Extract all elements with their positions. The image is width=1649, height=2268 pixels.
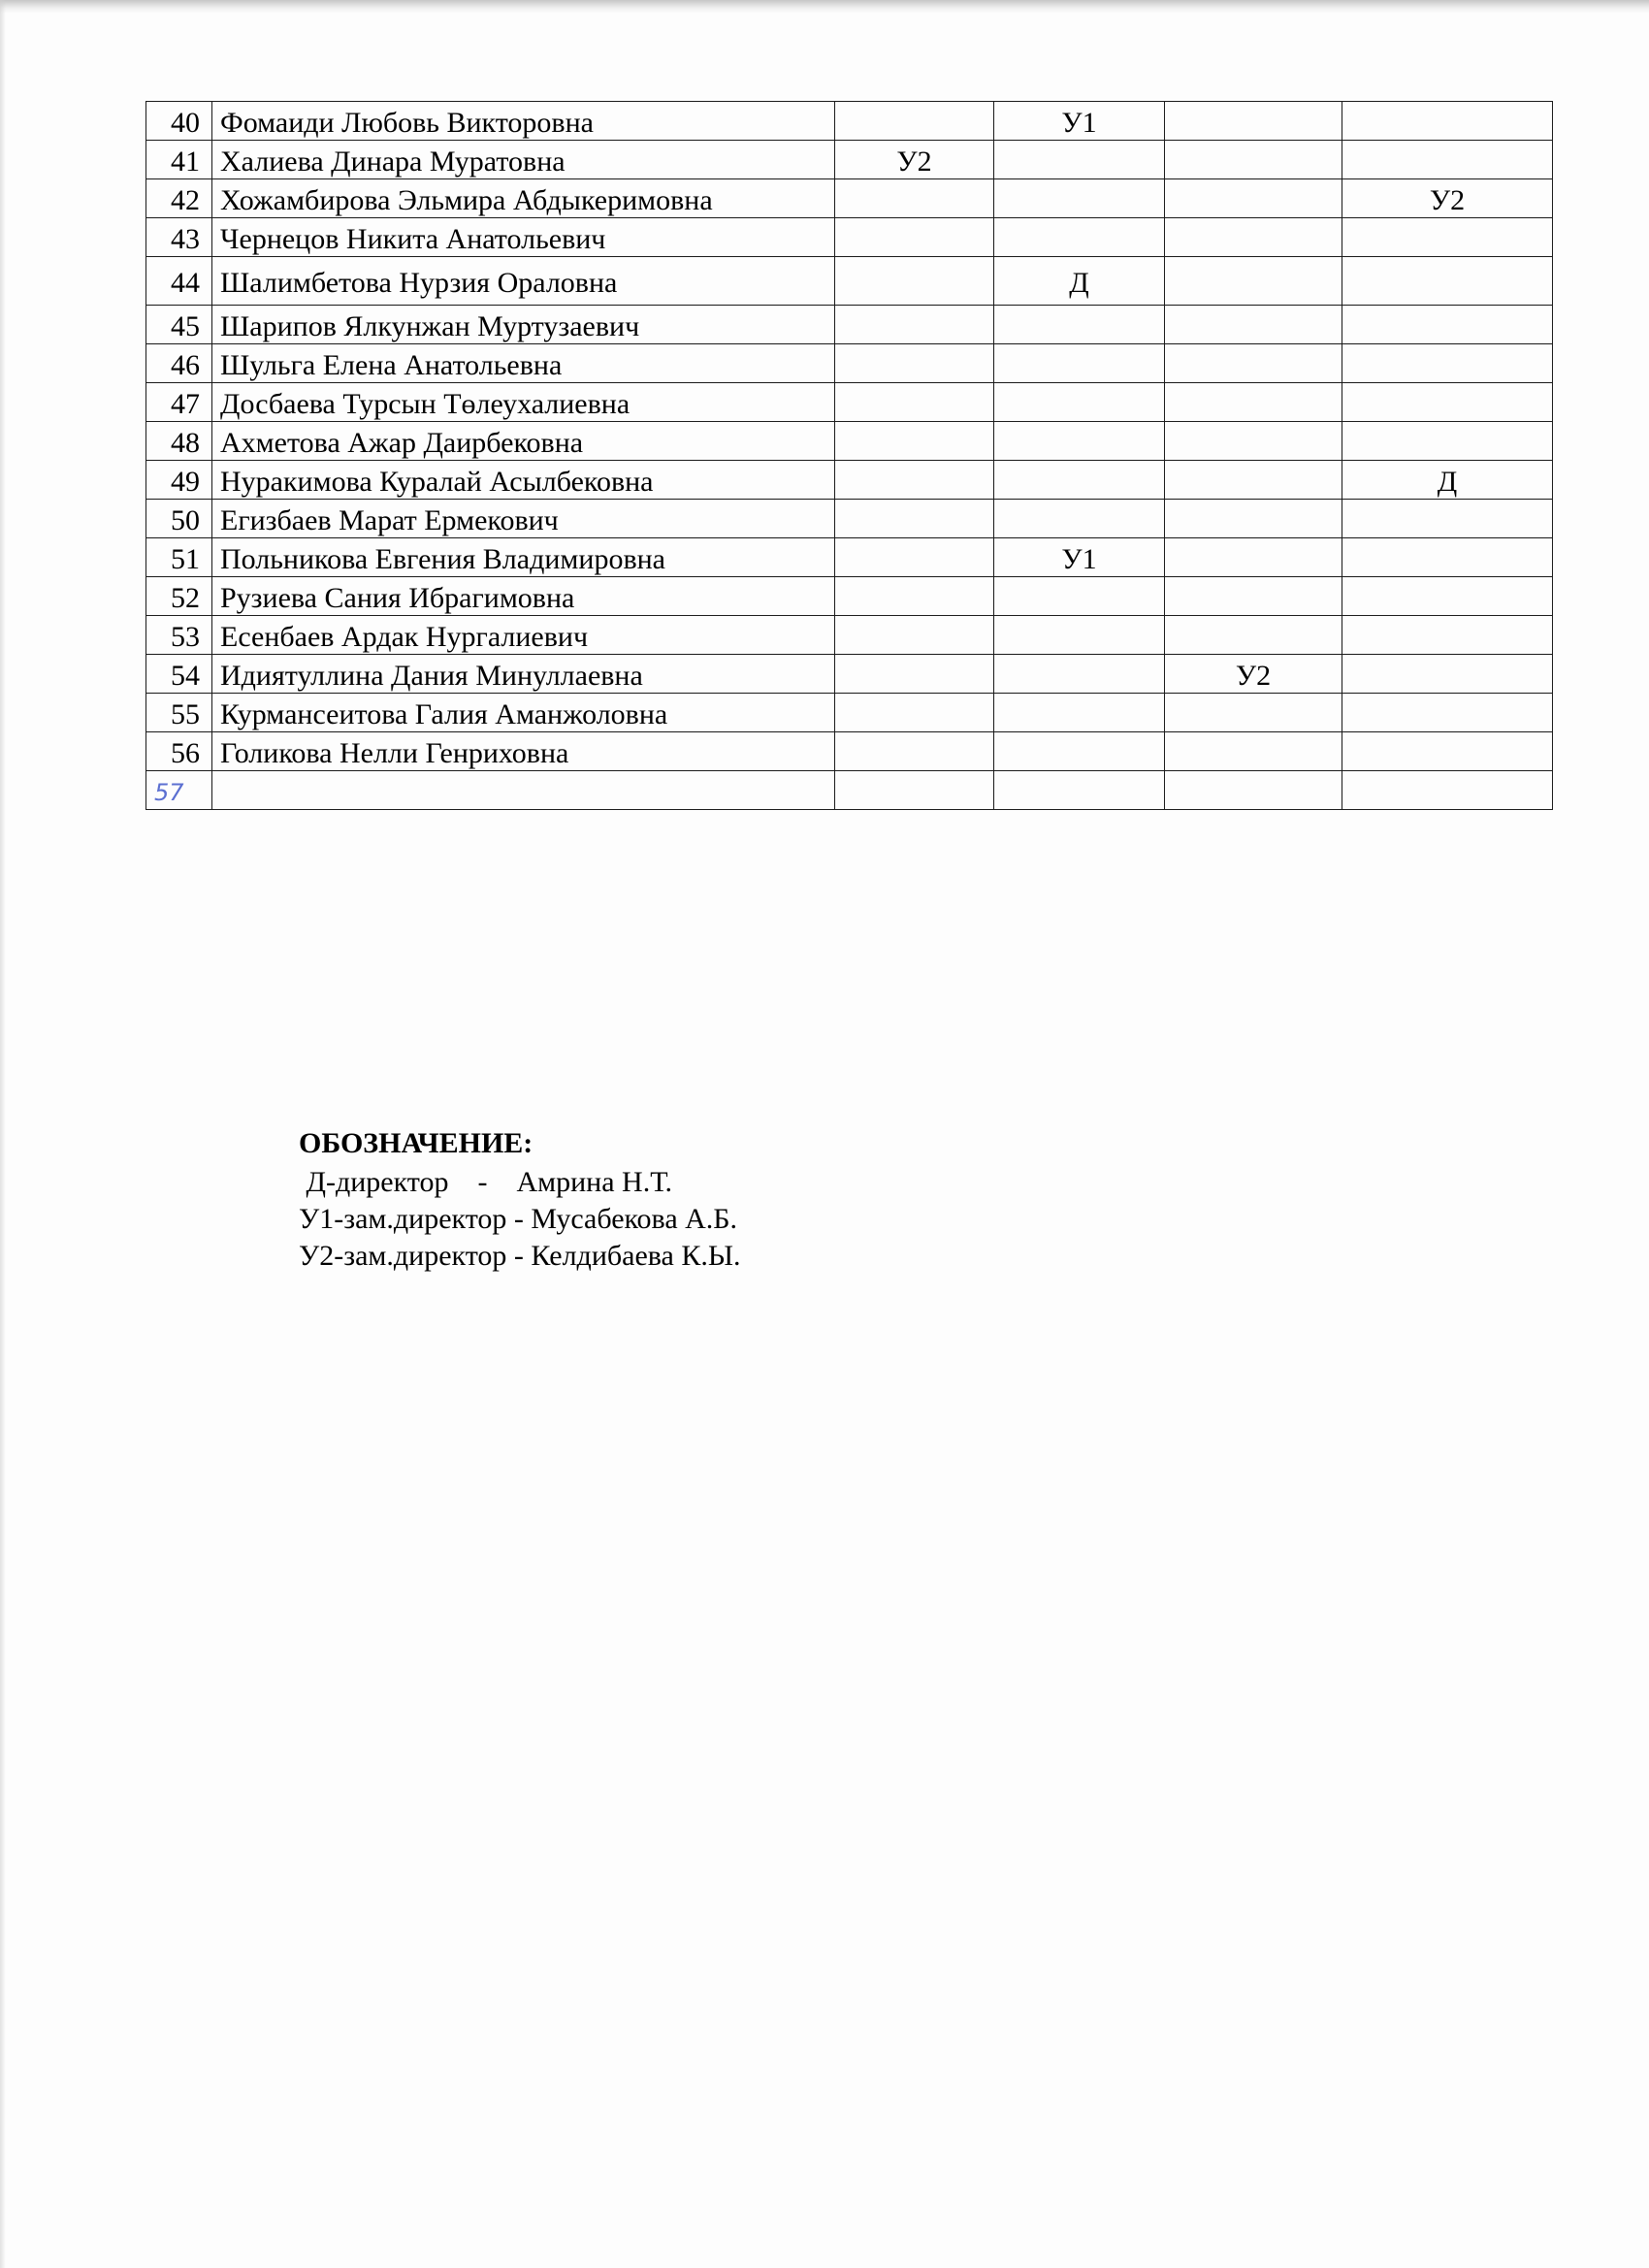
table-row [146,577,1553,616]
mark-cell-1 [835,771,994,810]
table-row [146,694,1553,732]
mark-cell-3 [1165,141,1342,179]
table-row [146,344,1553,383]
legend-director: Д-директор - Амрина Н.Т. [299,1166,673,1198]
table-row [146,461,1553,500]
row-number: 41 [146,141,212,179]
mark-cell-2 [994,694,1165,732]
table-row [146,616,1553,655]
row-number: 50 [146,500,212,538]
mark-cell-1 [835,461,994,500]
mark-cell-2: У1 [994,102,1165,141]
mark-cell-2 [994,344,1165,383]
table-row [146,538,1553,577]
mark-cell-2: У1 [994,538,1165,577]
table-row [146,422,1553,461]
mark-cell-1 [835,306,994,344]
row-number: 49 [146,461,212,500]
mark-cell-1: У2 [835,141,994,179]
row-number: 44 [146,257,212,306]
mark-cell-3 [1165,422,1342,461]
mark-cell-3 [1165,461,1342,500]
mark-cell-1 [835,500,994,538]
mark-cell-3 [1165,694,1342,732]
mark-cell-4 [1342,218,1553,257]
legend-title: ОБОЗНАЧЕНИЕ: [299,1127,534,1159]
mark-cell-4 [1342,344,1553,383]
mark-cell-2: Д [994,257,1165,306]
row-number: 45 [146,306,212,344]
mark-cell-4 [1342,732,1553,771]
employee-name: Хожамбирова Эльмира Абдыкеримовна [212,179,835,218]
mark-cell-2 [994,616,1165,655]
mark-cell-4 [1342,257,1553,306]
mark-cell-3 [1165,306,1342,344]
table-row [146,179,1553,218]
mark-cell-3 [1165,771,1342,810]
row-number: 55 [146,694,212,732]
row-number: 42 [146,179,212,218]
mark-cell-1 [835,616,994,655]
handwritten-row-number: 57 [146,771,212,810]
mark-cell-1 [835,732,994,771]
mark-cell-4 [1342,655,1553,694]
table-row [146,141,1553,179]
row-number: 43 [146,218,212,257]
row-number: 51 [146,538,212,577]
mark-cell-3 [1165,500,1342,538]
table-row [146,306,1553,344]
mark-cell-2 [994,422,1165,461]
legend-block [299,1125,741,1275]
employee-name: Егизбаев Марат Ермекович [212,500,835,538]
employee-name: Фомаиди Любовь Викторовна [212,102,835,141]
mark-cell-3 [1165,616,1342,655]
mark-cell-2 [994,383,1165,422]
table-row [146,655,1553,694]
employee-name: Польникова Евгения Владимировна [212,538,835,577]
mark-cell-2 [994,655,1165,694]
mark-cell-3 [1165,179,1342,218]
mark-cell-1 [835,694,994,732]
mark-cell-4: У2 [1342,179,1553,218]
table-row [146,500,1553,538]
row-number: 47 [146,383,212,422]
employee-name: Есенбаев Ардак Нургалиевич [212,616,835,655]
table-row [146,771,1553,810]
table-row [146,102,1553,141]
mark-cell-2 [994,732,1165,771]
row-number: 54 [146,655,212,694]
employee-name: Халиева Динара Муратовна [212,141,835,179]
mark-cell-3 [1165,344,1342,383]
mark-cell-4 [1342,538,1553,577]
mark-cell-2 [994,577,1165,616]
employee-name: Рузиева Сания Ибрагимовна [212,577,835,616]
mark-cell-3 [1165,218,1342,257]
mark-cell-3 [1165,257,1342,306]
mark-cell-2 [994,218,1165,257]
mark-cell-4 [1342,694,1553,732]
row-number: 46 [146,344,212,383]
row-number: 52 [146,577,212,616]
mark-cell-2 [994,500,1165,538]
employee-name: Курмансеитова Галия Аманжоловна [212,694,835,732]
table-row [146,383,1553,422]
scan-edge-top [0,0,1649,14]
mark-cell-4 [1342,383,1553,422]
row-number: 53 [146,616,212,655]
employee-name: Идиятуллина Дания Минуллаевна [212,655,835,694]
mark-cell-2 [994,771,1165,810]
table-row [146,732,1553,771]
employee-name: Ахметова Ажар Даирбековна [212,422,835,461]
row-number: 48 [146,422,212,461]
mark-cell-1 [835,102,994,141]
mark-cell-3 [1165,102,1342,141]
employee-name: Шалимбетова Нурзия Ораловна [212,257,835,306]
mark-cell-1 [835,179,994,218]
mark-cell-3: У2 [1165,655,1342,694]
row-number: 40 [146,102,212,141]
mark-cell-2 [994,461,1165,500]
mark-cell-4 [1342,102,1553,141]
mark-cell-4: Д [1342,461,1553,500]
employee-name: Шарипов Ялкунжан Муртузаевич [212,306,835,344]
mark-cell-4 [1342,771,1553,810]
legend-deputy-2: У2-зам.директор - Келдибаева К.Ы. [299,1240,741,1272]
mark-cell-3 [1165,577,1342,616]
mark-cell-4 [1342,141,1553,179]
mark-cell-1 [835,655,994,694]
mark-cell-1 [835,422,994,461]
mark-cell-3 [1165,538,1342,577]
mark-cell-2 [994,141,1165,179]
mark-cell-4 [1342,500,1553,538]
mark-cell-2 [994,306,1165,344]
employee-name: Нуракимова Куралай Асылбековна [212,461,835,500]
mark-cell-1 [835,218,994,257]
employee-name: Голикова Нелли Генриховна [212,732,835,771]
mark-cell-4 [1342,577,1553,616]
table-row [146,257,1553,306]
mark-cell-1 [835,257,994,306]
duty-roster-table [146,101,1553,810]
mark-cell-1 [835,383,994,422]
employee-name [212,771,835,810]
mark-cell-1 [835,577,994,616]
employee-name: Досбаева Турсын Төлеухалиевна [212,383,835,422]
mark-cell-2 [994,179,1165,218]
mark-cell-4 [1342,306,1553,344]
employee-name: Чернецов Никита Анатольевич [212,218,835,257]
employee-name: Шульга Елена Анатольевна [212,344,835,383]
scan-edge-left [0,0,6,2268]
mark-cell-4 [1342,616,1553,655]
mark-cell-3 [1165,732,1342,771]
table-row [146,218,1553,257]
mark-cell-1 [835,538,994,577]
mark-cell-1 [835,344,994,383]
legend-deputy-1: У1-зам.директор - Мусабекова А.Б. [299,1203,738,1235]
mark-cell-3 [1165,383,1342,422]
row-number: 56 [146,732,212,771]
mark-cell-4 [1342,422,1553,461]
